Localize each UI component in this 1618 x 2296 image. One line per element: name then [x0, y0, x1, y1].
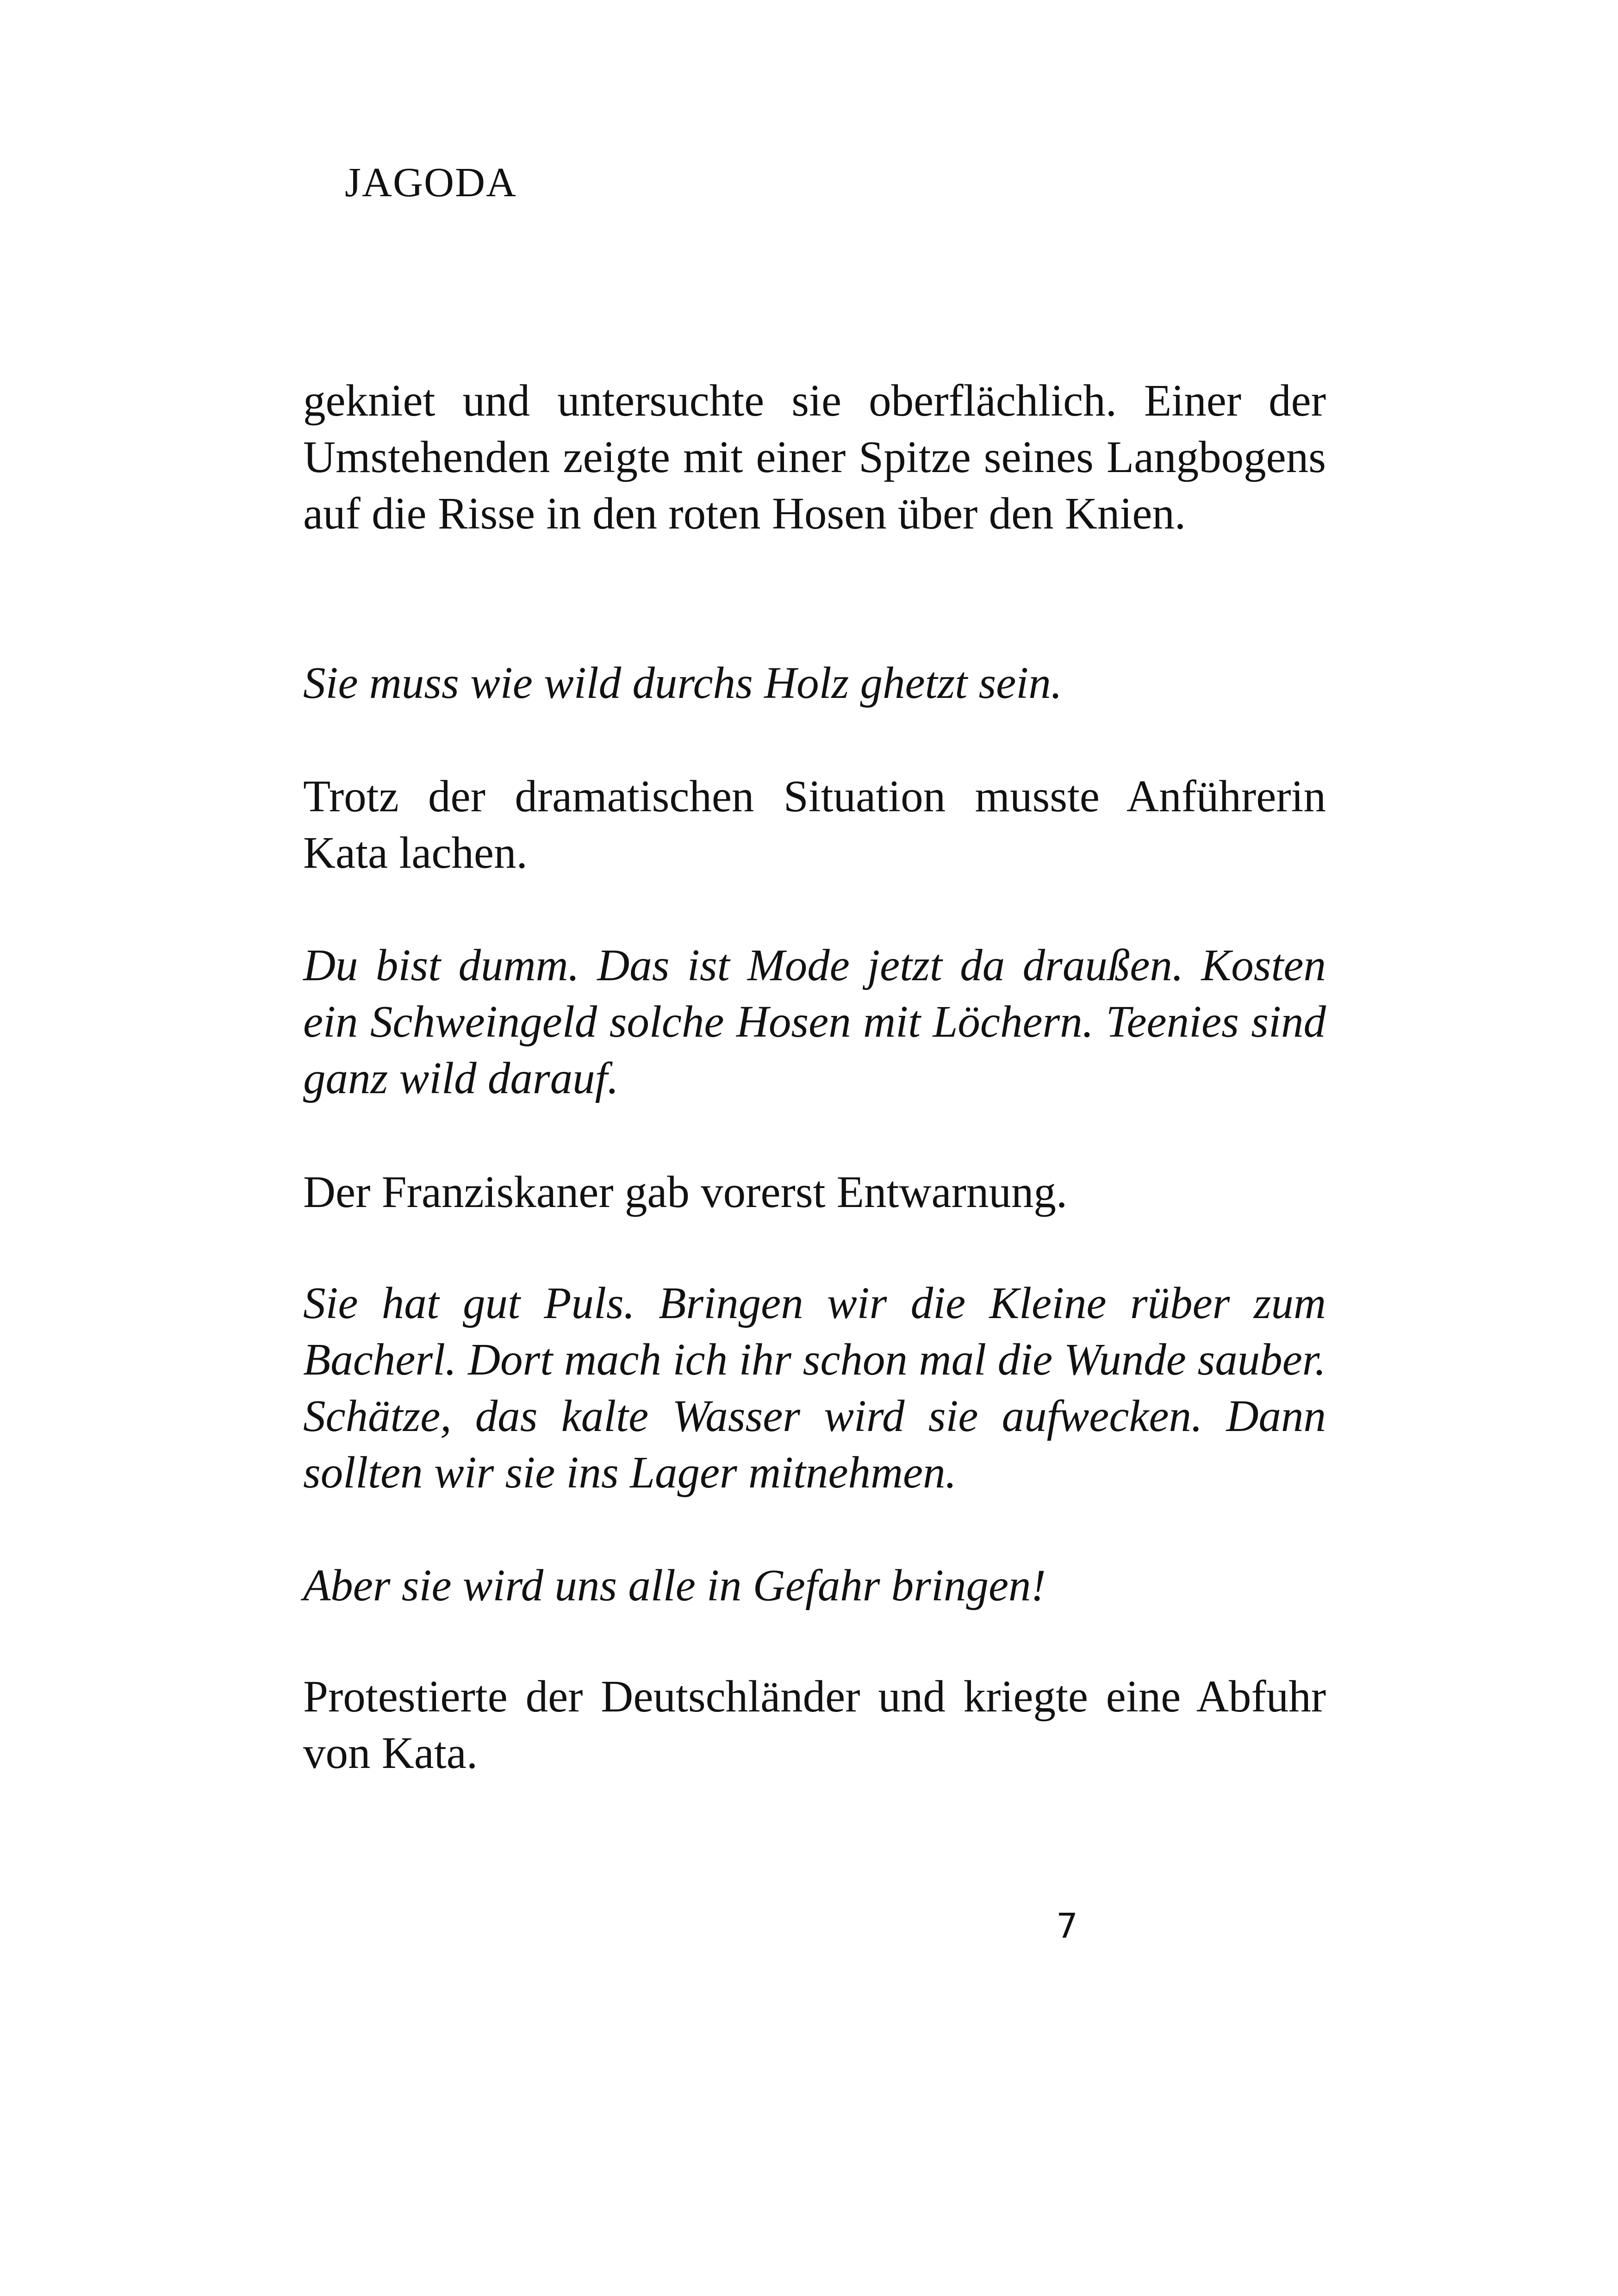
dialogue-paragraph-2: Sie muss wie wild durchs Holz ghetzt sein.: [303, 658, 1063, 708]
body-paragraph-3: Trotz der dramatischen Situation musste Anführerin Kata lachen.: [303, 772, 1326, 877]
body-paragraph-8: Protestierte der Deutschländer und kriegte eine Abfuhr von Kata.: [303, 1672, 1326, 1778]
body-paragraph-1: gekniet und untersuchte sie oberflächlich. Einer der Umstehenden zeigte mit einer Spitze seines Langbogens auf die Risse in den roten Hosen über den Knien.: [303, 376, 1326, 538]
dialogue-paragraph-4: Du bist dumm. Das ist Mode jetzt da draußen. Kosten ein Schweingeld solche Hosen mit Löchern. Teenies sind ganz wild darauf.: [303, 940, 1326, 1103]
running-header: JAGODA: [345, 160, 517, 205]
page-number: 7: [1056, 1906, 1078, 1946]
body-paragraph-5: Der Franziskaner gab vorerst Entwarnung.: [303, 1167, 1068, 1217]
dialogue-paragraph-6: Sie hat gut Puls. Bringen wir die Kleine rüber zum Bacherl. Dort mach ich ihr schon mal die Wunde sauber. Schätze, das kalte Wasser wird sie aufwecken. Dann sollten wir sie ins Lager mitnehmen.: [303, 1278, 1326, 1497]
dialogue-paragraph-7: Aber sie wird uns alle in Gefahr bringen!: [303, 1561, 1046, 1610]
